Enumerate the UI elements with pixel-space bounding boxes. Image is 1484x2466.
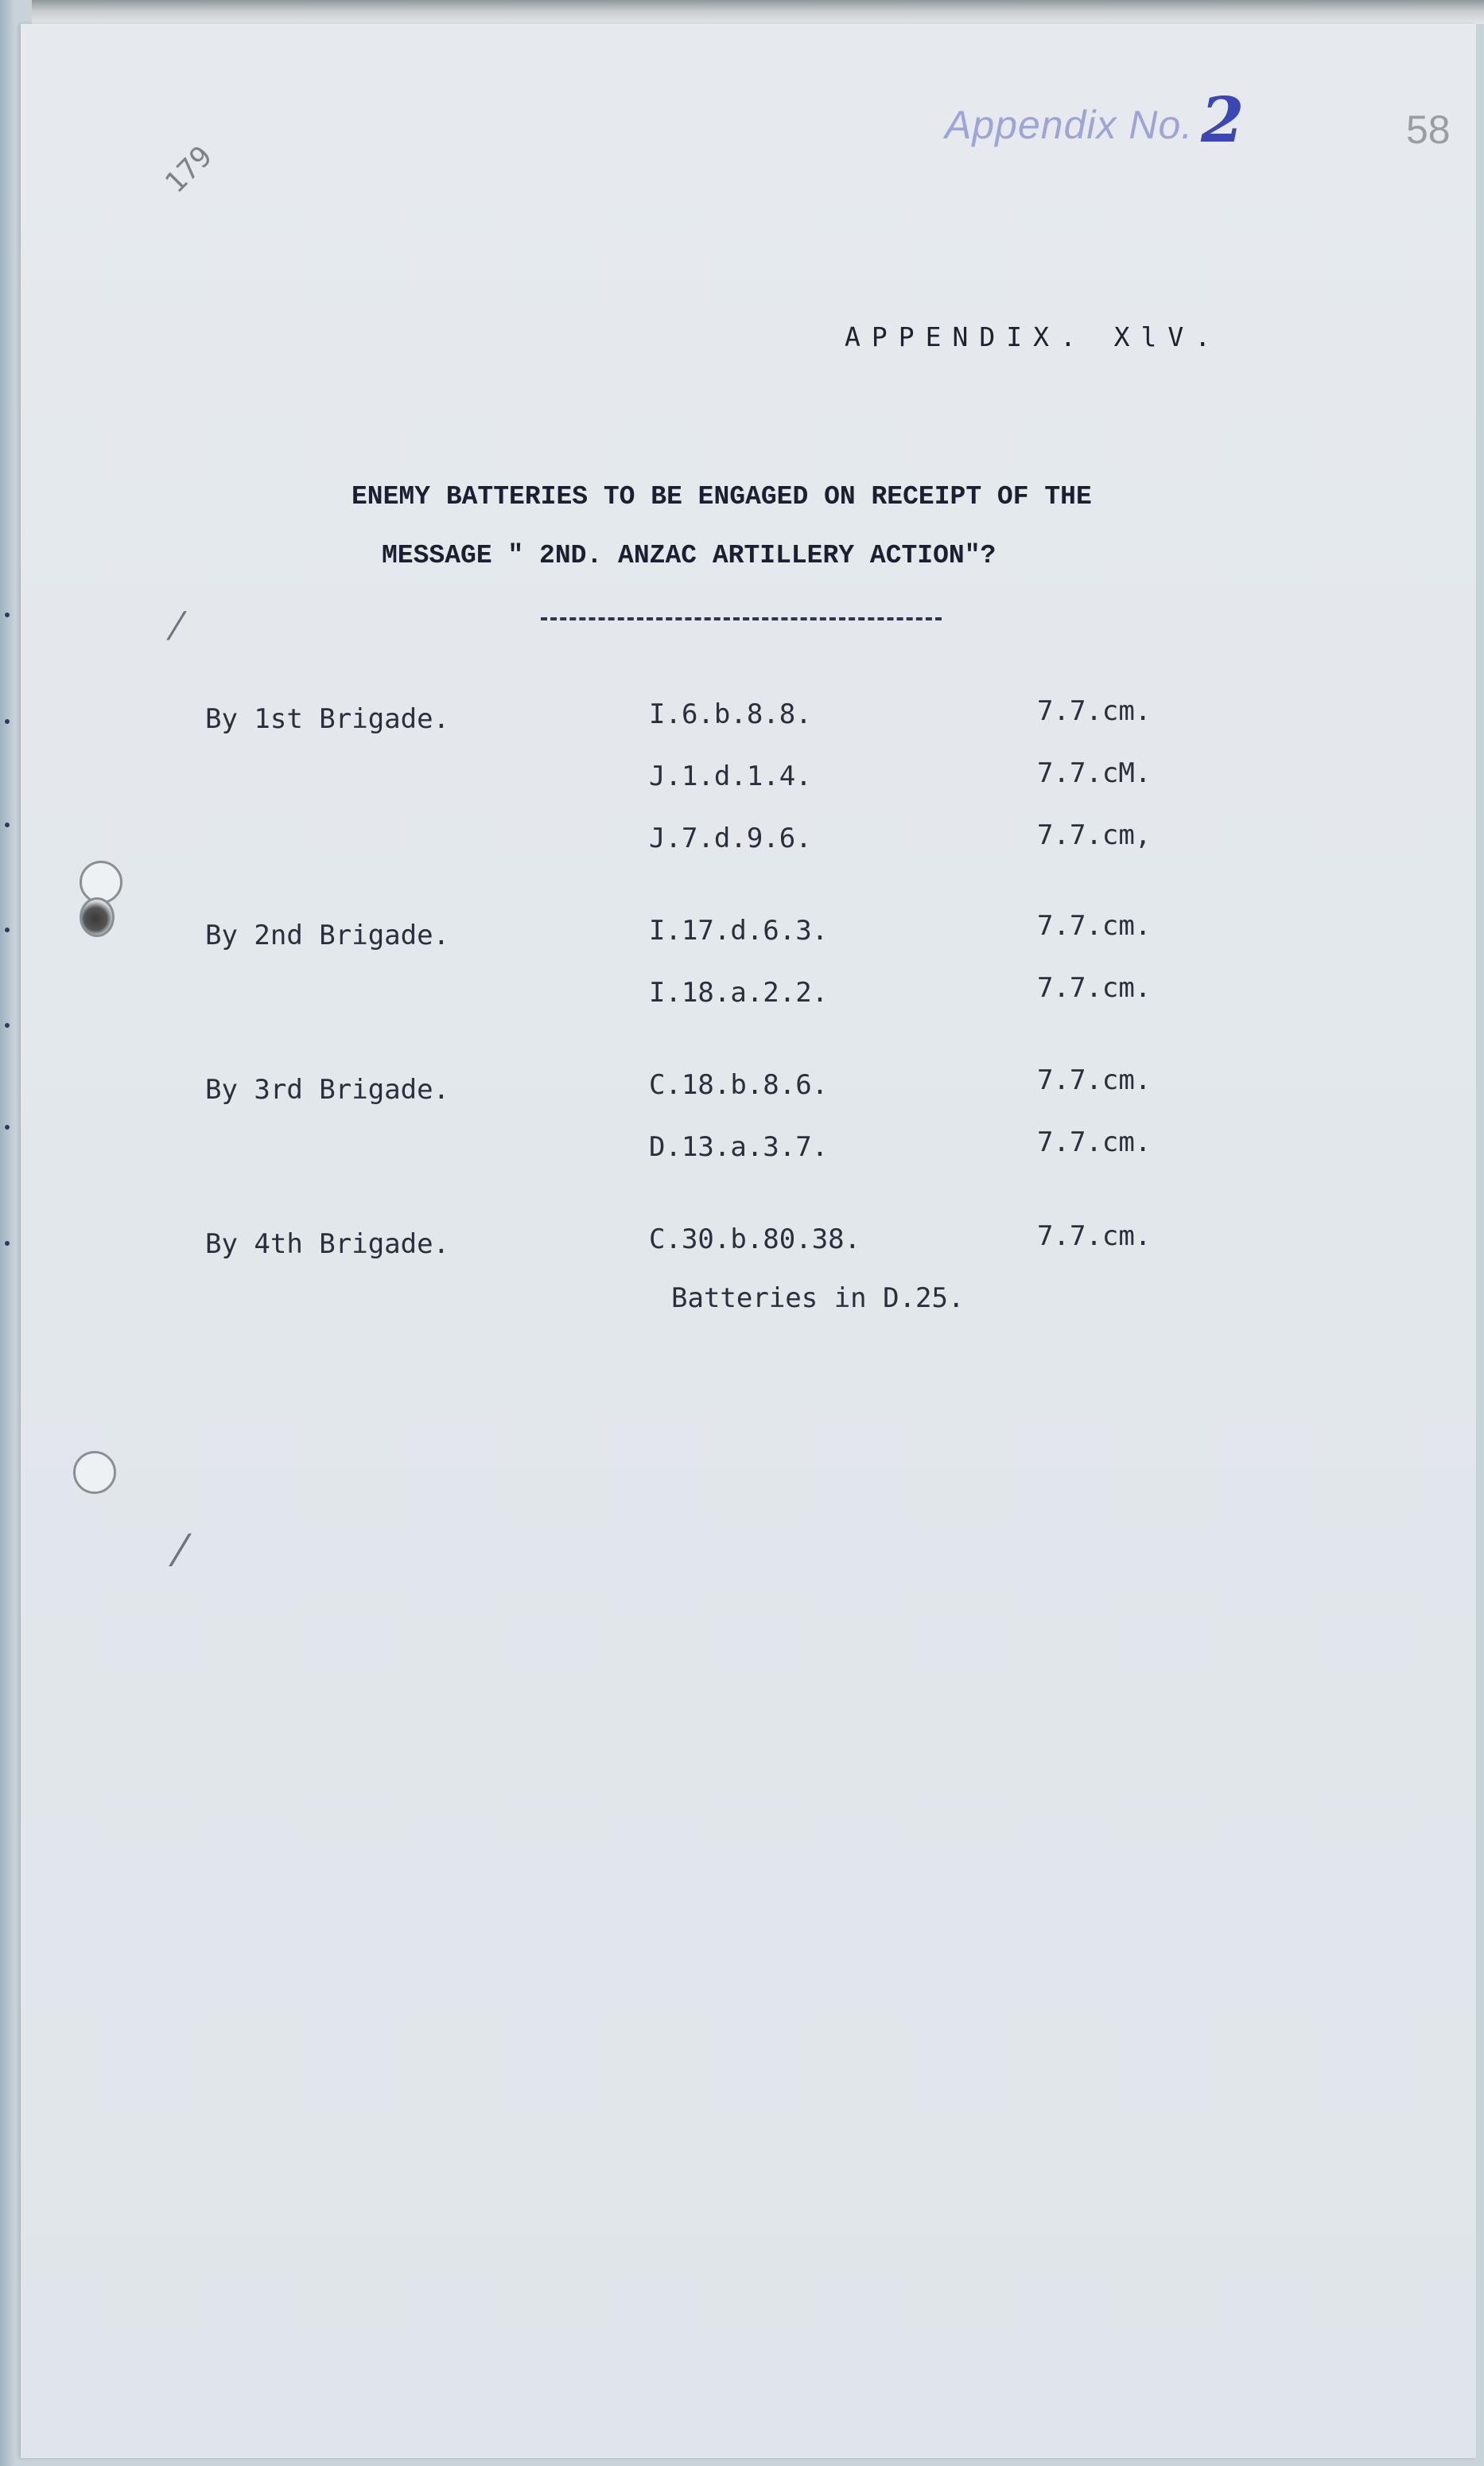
battery-calibre: 7.7.cm. bbox=[1037, 695, 1152, 727]
folio-mark: 179 bbox=[159, 140, 219, 200]
punch-hole bbox=[73, 1451, 116, 1494]
battery-calibre: 7.7.cm. bbox=[1037, 1064, 1152, 1096]
battery-calibre: 7.7.cm. bbox=[1037, 972, 1152, 1004]
edge-mark bbox=[5, 719, 10, 724]
edge-mark bbox=[5, 1125, 10, 1130]
title-underline bbox=[541, 617, 942, 620]
brigade-label: By 1st Brigade. bbox=[205, 703, 450, 735]
edge-mark bbox=[5, 823, 10, 827]
edge-mark bbox=[5, 1023, 10, 1028]
appendix-stamp-label: Appendix No. bbox=[945, 103, 1194, 147]
appendix-stamp-number: 2 bbox=[1201, 84, 1245, 157]
edge-mark bbox=[5, 613, 10, 617]
pencil-mark: ⁄ bbox=[173, 605, 181, 649]
brigade-label: By 4th Brigade. bbox=[205, 1228, 450, 1260]
battery-ref: C.30.b.80.38. bbox=[649, 1223, 861, 1255]
battery-ref: I.17.d.6.3. bbox=[649, 915, 829, 947]
battery-calibre: 7.7.cm, bbox=[1037, 819, 1152, 851]
edge-mark bbox=[5, 928, 10, 932]
page-number: 58 bbox=[1406, 107, 1451, 152]
top-edge-shadow bbox=[32, 0, 1484, 24]
battery-ref: J.1.d.1.4. bbox=[649, 760, 812, 792]
batteries-note: Batteries in D.25. bbox=[671, 1282, 965, 1314]
pencil-mark: ⁄ bbox=[177, 1526, 185, 1576]
battery-calibre: 7.7.cM. bbox=[1037, 757, 1152, 789]
battery-calibre: 7.7.cm. bbox=[1037, 1126, 1152, 1158]
battery-calibre: 7.7.cm. bbox=[1037, 910, 1152, 942]
battery-ref: D.13.a.3.7. bbox=[649, 1131, 829, 1163]
brigade-label: By 3rd Brigade. bbox=[205, 1074, 450, 1106]
brigade-label: By 2nd Brigade. bbox=[205, 920, 450, 951]
title-line-2: MESSAGE " 2ND. ANZAC ARTILLERY ACTION"? bbox=[382, 541, 996, 570]
battery-ref: I.18.a.2.2. bbox=[649, 977, 829, 1009]
appendix-heading: APPENDIX. XlV. bbox=[845, 321, 1222, 352]
battery-ref: C.18.b.8.6. bbox=[649, 1069, 829, 1101]
title-line-1: ENEMY BATTERIES TO BE ENGAGED ON RECEIPT OF THE bbox=[352, 482, 1092, 511]
battery-calibre: 7.7.cm. bbox=[1037, 1220, 1152, 1252]
battery-ref: I.6.b.8.8. bbox=[649, 698, 812, 730]
battery-ref: J.7.d.9.6. bbox=[649, 823, 812, 854]
punch-hole-torn bbox=[80, 897, 115, 937]
edge-mark bbox=[5, 1241, 10, 1246]
